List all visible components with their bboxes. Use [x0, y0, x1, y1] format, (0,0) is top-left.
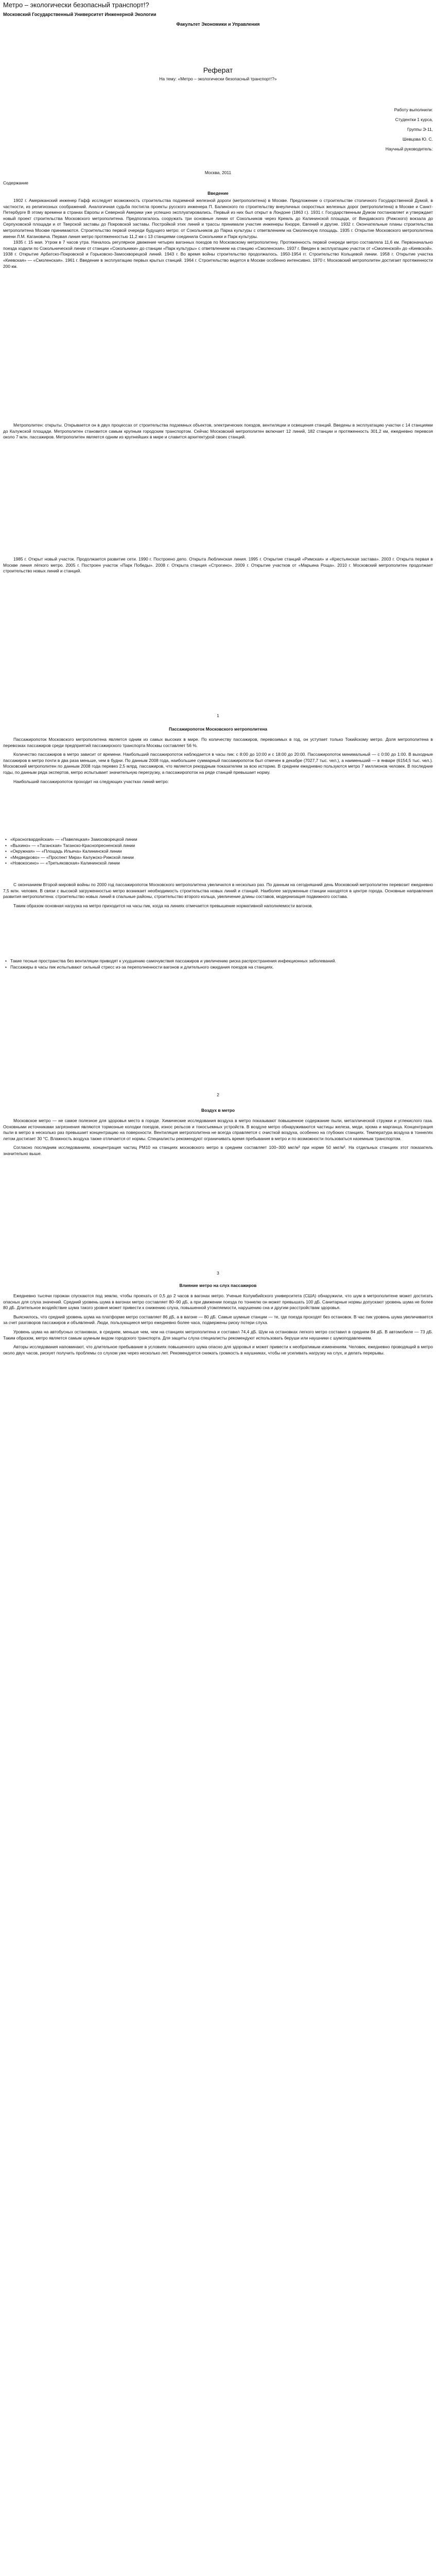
page-number: 2 [217, 1092, 219, 1097]
cover-kind: Реферат [203, 66, 233, 74]
list-item: • «Окружная» — «Площадь Ильича» Калининской линии [3, 849, 433, 855]
intro-title: Введение [207, 191, 229, 196]
noise-text: Ежедневно тысячи горожан спускаются под землю, чтобы проехать от 0,5 до 2 часов в вагонах метро. Ученые Колумбийского университета (США) обнаружили, что шум в метрополитене может достигать опасных для слуха значений. Средний уровень шума в вагонах метро составляет 80–90 дБ, а при движении поезда по тоннелю он может превышать 100 дБ. Санитарные нормы допускают уровень шума не более 80 дБ. Длительное воздействие шума такого уровня может привести к снижению слуха, повышенной утомляемости, нарушению сна и другим расстройствам здоровья. [3, 1293, 433, 1311]
air-text-2: Согласно последним исследованиям, концентрация частиц РМ10 на станциях московского метро в среднем составляет 100–300 мкг/м³ при норме 50 мкг/м³. На отдельных станциях этот показатель значительно выше. [3, 1145, 433, 1156]
cover-course: Студентки 1 курса, [395, 117, 433, 122]
university-name: Московский Государственный Университет Инженерной Экологии [3, 12, 156, 17]
passenger-bullets [3, 958, 433, 970]
cover-group: Группы Э-11, [407, 127, 433, 132]
passenger-text-5: Таким образом основная нагрузка на метро приходится на часы пик, когда на линиях отмечается превышение нормативной наполняемости вагонов. [13, 903, 313, 908]
page-number: 3 [217, 1270, 219, 1276]
page-number: 1 [217, 713, 219, 718]
document-title: Метро – экологически безопасный транспорт!? [3, 1, 149, 9]
air-paragraph [3, 1118, 433, 1157]
intro-paragraph-2 [3, 422, 433, 440]
passenger-text-2: Количество пассажиров в метро зависит от времени. Наибольший пассажиропоток наблюдается в часы пик: с 8:00 до 10:00 и с 18:00 до 20:00. Пассажиропоток минимальный — с 0:00 до 1:00. В выходные пассажиров в метро почти в два раза меньше, чем в будни. По данным 2008 года, наибольшее суммарный пассажиропоток был отмечен в декабре (7027,7 тыс. чел.), а наименьший — в январе (6154,5 тыс. чел.). Московский метрополитен по данным 2008 года перевез 2,5 млрд. пассажиров, что является рекордным показателем за всю историю. В среднем ежедневно пользуются метро 7 миллионов человек. В последние годы, по данным ряда экспертов, метро испытывает значительную перегрузку, а пассажиропоток на ряде станций превышает норму. [3, 752, 433, 775]
air-text: Московское метро — не самое полезное для здоровья место в городе. Химические исследования воздуха в метро показывают повышенное содержание пыли, металлической стружки и углекислого газа. Основными источниками загрязнения являются тормозные колодки поездов, износ рельсов и токосъемных устройств. В воздухе метро обнаруживаются частицы железа, меди, хрома и марганца. Концентрация пыли в метро в несколько раз превышает концентрацию на поверхности. Вентиляция метрополитена не всегда справляется с очисткой воздуха, особенно на глубоких станциях. Температура воздуха в тоннелях летом достигает 30 °C. Влажность воздуха также отличается от нормы. Специалисты рекомендуют ограничивать время пребывания в метро и по возможности пользоваться наземным транспортом. [3, 1118, 433, 1141]
list-item: • «Красногвардейская» — «Павелецкая» Замоскворецкой линии [3, 837, 433, 843]
cover-topic: На тему: «Метро – экологически безопасный транспорт!?» [159, 76, 277, 81]
intro-paragraph [3, 198, 433, 269]
passenger-text: Пассажиропоток Московского метрополитена является одним из самых высоких в мире. По количеству пассажиров, перевозимых в год, он уступает только Токийскому метро. Доля метрополитена в перевозках пассажиров среди предприятий пассажирского транспорта Москвы составляет 56 %. [3, 737, 433, 748]
noise-paragraph [3, 1293, 433, 1356]
noise-text-4: Авторы исследования напоминают, что длительное пребывание в условиях повышенного шума опасно для здоровья и может привести к необратимым изменениям. Человек, ежедневно проводящий в метро около двух часов, рискует получить проблемы со слухом уже через несколько лет. Рекомендуется снижать громкость в наушниках, чтобы не усиливать нагрузку на слух, и делать перерывы. [3, 1344, 433, 1355]
passenger-text-4: С окончанием Второй мировой войны по 2000 год пассажиропоток Московского метрополитена увеличился в несколько раз. По данным на сегодняшний день Московский метрополитен перевозит ежедневно 7,5 млн. человек. В связи с высокой загруженностью метро возникает необходимость строительства новых линий и станций. Наиболее загруженные станции находятся в центре города. Основные направления развития метрополитена: строительство новых линий в спальные районы, строительство второго кольца, увеличение длины составов, модернизация подвижного состава. [3, 882, 433, 900]
list-item: • «Выхино» — «Таганская» Таганско-Краснопресненской линии [3, 843, 433, 849]
cover-name: Шевцова Ю. С. [403, 137, 433, 142]
passenger-paragraph-2 [3, 882, 433, 909]
passenger-text-3: Наибольший пассажиропоток проходит на следующих участках линий метро: [13, 778, 169, 784]
air-title: Воздух в метро [201, 1108, 235, 1113]
intro-text-2: 1935 г. 15 мая. Утром в 7 часов утра. Началось регулярное движение четырех вагонных поездов по Московскому метрополитену. Протяженность первой очереди метро составляла 11,6 км. Первоначально поезда ходили по Сокольнической линии от станции «Сокольники» до станции «Парк культуры» с ответвлением на станцию «Смоленская». 1937 г. Введен в эксплуатацию участок от «Смоленской» до «Киевской». 1938 г. Открытие Арбатско-Покровской и Горьковско-Замоскворецкой линий. 1943 г. Во время войны строительство продолжалось. 1950-1954 гг. Строительство Кольцевой линии. 1958 г. Открытие участка «Киевская» — «Смоленская». 1961 г. Введение в эксплуатацию первых крытых станций. 1964 г. Строительство ведется в Москве особенно интенсивно. 1970 г. Московский метрополитен достигает протяженности 200 км. [3, 240, 433, 269]
intro-text-3: Метрополитен: открыты. Открывается он в двух процессах от строительства подземных объектов, электрических поездов, вентиляции и освещения станций. Введены в эксплуатацию участки с 14 станциями до Калужской площади. Метрополитен становится самым крупным городским транспортом. Сейчас Московский метрополитен включает 12 линий, 182 станции и протяженность 301,2 км, ежедневно перевозя около 7 млн. пассажиров. Метрополитен является одним из крупнейших в мире и славится архитектурой своих станций. [3, 422, 433, 440]
cover-work-by: Работу выполнили: [394, 107, 433, 112]
intro-text-4: 1985 г. Открыт новый участок. Продолжается развитие сети. 1990 г. Построено депо. Открыта Люблинская линия. 1995 г. Открытие станций «Римская» и «Крестьянская застава». 2003 г. Открыта первая в Москве линия лёгкого метро. 2005 г. Построен участок «Парк Победы». 2008 г. Открыта станция «Строгино». 2009 г. Открытие участков от «Марьина Роща». 2010 г. Московский метрополитен продолжает строительство новых линий и станций. [3, 556, 433, 574]
noise-text-3: Уровень шума на автобусных остановках, в среднем, меньше чем, чем на станциях метрополитена и составил 74,4 дБ. Шум на остановках легкого метро составил в среднем 84 дБ. В автомобиле — 73 дБ. Таким образом, метро является самым шумным видом городского транспорта. Для защиты слуха специалисты рекомендуют использовать беруши или наушники с шумоподавлением. [3, 1329, 433, 1341]
cover-city-year: Москва, 2011 [204, 170, 232, 175]
list-item: • Такие тесные пространства без вентиляции приводят к ухудшению самочувствия пассажиров и увеличению риска распространения инфекционных заболеваний. [3, 958, 433, 964]
noise-title: Влияние метро на слух пассажиров [179, 1283, 257, 1288]
passenger-paragraph [3, 737, 433, 785]
intro-text: 1902 г. Американский инженер Гафф исследует возможность строительства подземной железной дороги (метрополитена) в Москве. Предложение о строительстве столичного Государственной Думой, в частности, из религиозных соображений. Аналогичная судьба постигла проекты русского инженера П. Балинского по строительству внеуличных скоростных железных дорог (метрополитена) в Москве и Санкт-Петербурге В этому времени в странах Европы и Северной Америки уже успешно эксплуатировались. Первый из них был открыт в Лондоне (1863 г.). 1931 г. Государственным Думом постановляет и утверждает новый проект строительства Московского метрополитена. Предполагалось сооружать три основные линии от Сокольников через Кремль до Калининской площади, от Виндавского (Рижского) вокзала до Серпуховской площади и от Тверской заставы до Покровской заставы. Постройкой этих линий и трассы принимали участие инженеры Кнорре, Евгений и другие. 1932 г. Окончательные планы строительства метрополитена Москве принимаются. Строительство первой очереди будущего метро: от Сокольников до Парка культуры с ответвлением на Смоленскую площадь. 1935 г. Открытие Московского метрополитена имени Л.М. Кагановича. Первая линия метро протяженностью 11,2 км с 13 станциями соединила Сокольники и Парк культуры. [3, 198, 433, 239]
toc-label: Содержание [3, 180, 28, 185]
passenger-title: Пассажиропоток Московского метрополитена [168, 726, 268, 732]
noise-text-2: Выяснилось, что средний уровень шума на платформе метро составляет 86 дБ, а в вагоне — 80 дБ. Самые шумные станции — те, где поезда проходят без остановок. В час пик уровень шума увеличивается за счет разговоров пассажиров и объявлений. Люди, пользующиеся метро ежедневно более часа, подвержены риску потери слуха. [3, 1314, 433, 1326]
cover-supervisor: Научный руководитель: [385, 146, 433, 151]
list-item: • Пассажиры в часы пик испытывают сильный стресс из-за переполненности вагонов и длительного ожидания поездов на станциях. [3, 964, 433, 971]
list-item: • «Новокосино» — «Третьяковская» Калининской линии [3, 860, 433, 867]
cover-authors [386, 107, 433, 156]
faculty-name: Факультет Экономики и Управления [176, 22, 260, 27]
passenger-list [3, 837, 433, 867]
intro-paragraph-3 [3, 556, 433, 574]
list-item: • «Медведково» — «Проспект Мира» Калужско-Рижской линии [3, 855, 433, 861]
